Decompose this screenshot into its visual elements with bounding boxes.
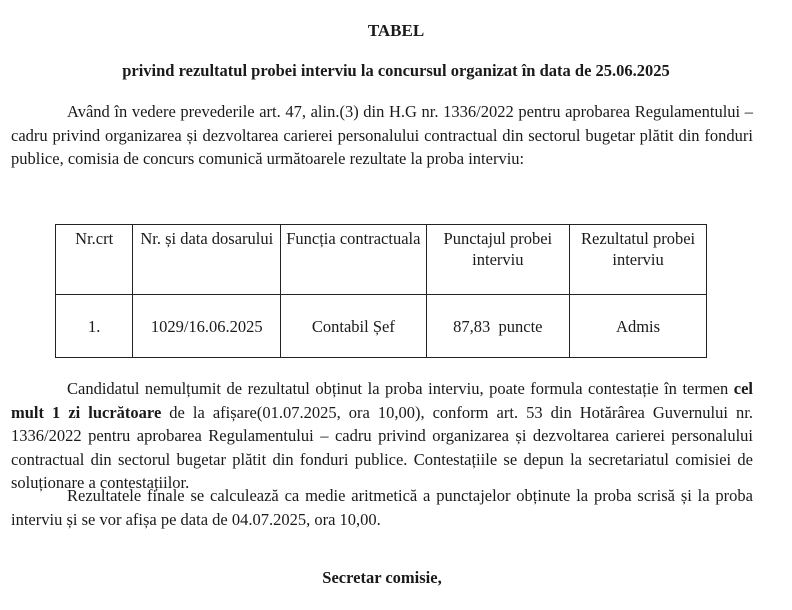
header-nr-crt: Nr.crt (56, 225, 133, 295)
contest-deadline-bold: cel mult 1 zi lucrătoare (11, 379, 753, 422)
cell-functia: Contabil Șef (281, 295, 426, 358)
cell-rezultat: Admis (570, 295, 707, 358)
cell-dosar: 1029/16.06.2025 (133, 295, 281, 358)
final-results-paragraph (11, 484, 753, 531)
cell-nr-crt: 1. (56, 295, 133, 358)
header-punctaj: Punctajul probei interviu (426, 225, 570, 295)
results-table (55, 224, 707, 358)
header-dosar: Nr. și data dosarului (133, 225, 281, 295)
intro-text: Având în vedere prevederile art. 47, alin.(3) din H.G nr. 1336/2022 pentru aprobarea Regulamentului – cadru privind organizarea și dezvoltarea carierei personalului contractual din sectorul bugetar plătit din fonduri publice, comisia de concurs comunică următoarele rezultate la proba interviu: (11, 102, 753, 168)
intro-paragraph (11, 100, 753, 171)
header-rezultat: Rezultatul probei interviu (570, 225, 707, 295)
contest-text-part1: Candidatul nemulțumit de rezultatul obținut la proba interviu, poate formula contestație în termen (67, 379, 734, 398)
document-subtitle: privind rezultatul probei interviu la concursul organizat în data de 25.06.2025 (122, 61, 670, 80)
document-title: TABEL (367, 21, 425, 40)
header-functia: Funcția contractuala (281, 225, 426, 295)
signature-label: Secretar comisie, (322, 568, 442, 587)
table-header-row (56, 225, 707, 295)
table-row (56, 295, 707, 358)
contest-paragraph (11, 377, 753, 495)
contest-text-part2: de la afișare(01.07.2025, ora 10,00), conform art. 53 din Hotărârea Guvernului nr. 1336/2022 pentru aprobarea Regulamentului – cadru privind organizarea și dezvoltarea carierei personalului contractual din sectorul bugetar plătit din fonduri publice. Contestațiile se depun la secretariatul comisiei de soluționare a contestațiilor. (11, 402, 753, 492)
final-results-text: Rezultatele finale se calculează ca medie aritmetică a punctajelor obținute la proba scrisă și la proba interviu și se vor afișa pe data de 04.07.2025, ora 10,00. (11, 486, 753, 529)
cell-punctaj: 87,83 puncte (426, 295, 570, 358)
